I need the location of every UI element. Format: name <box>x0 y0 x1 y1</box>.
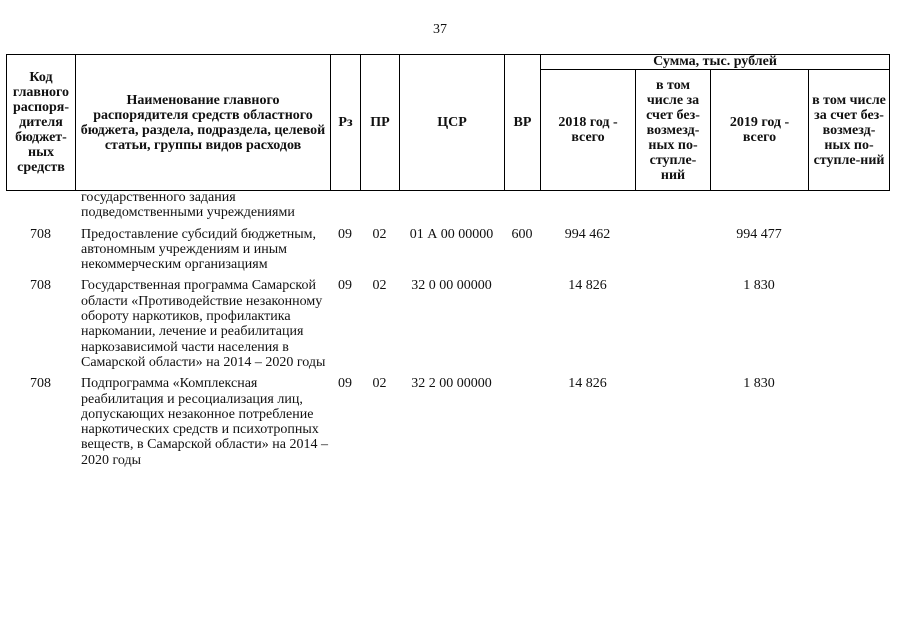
header-2019-total: 2019 год - всего <box>711 70 809 191</box>
cell-grants-2018 <box>635 272 710 370</box>
cell-vr <box>504 370 540 468</box>
cell-grants-2019 <box>808 221 889 273</box>
cell-grants-2019 <box>808 370 889 468</box>
header-vr: ВР <box>505 55 541 191</box>
cell-csr: 01 А 00 00000 <box>409 226 494 242</box>
cell-csr: 32 0 00 00000 <box>411 278 492 294</box>
table-row <box>6 370 889 468</box>
header-csr: ЦСР <box>400 55 505 191</box>
cell-pr: 02 <box>372 226 387 242</box>
cell-code: 708 <box>30 376 51 392</box>
cell-csr: 32 2 00 00000 <box>411 376 492 392</box>
cell-name: Предоставление субсидий бюджетным, автономным учреждениям и иным некоммерческим организациям <box>81 226 317 273</box>
header-name: Наименование главного распорядителя средств областного бюджета, раздела, подраздела, целевой статьи, группы видов расходов <box>76 55 331 191</box>
cell-grants-2018 <box>635 370 710 468</box>
cell-rz: 09 <box>338 278 352 294</box>
header-sum-group: Сумма, тыс. рублей <box>541 55 890 70</box>
cell-pr: 02 <box>372 376 387 392</box>
cell-grants-2018 <box>635 221 710 273</box>
cell-vr: 600 <box>511 226 533 242</box>
cell-sum-2018: 994 462 <box>564 226 611 242</box>
cell-code: 708 <box>30 226 51 242</box>
cell-sum-2018: 14 826 <box>568 278 607 294</box>
cell-sum-2019: 1 830 <box>743 278 775 294</box>
cell-grants-2019 <box>808 272 889 370</box>
cell-sum-2019: 1 830 <box>743 376 775 392</box>
header-code: Код главного распоря-дителя бюджет-ных средств <box>7 55 76 191</box>
table-row <box>6 221 889 273</box>
cell-sum-2018: 14 826 <box>568 376 607 392</box>
cell-name: Государственная программа Самарской области «Противодействие незаконному обороту наркотиков, профилактика наркомании, лечение и реабилитация наркозависимой части населения в Самарской области» на 2014 – 2020 годы <box>81 278 326 370</box>
cell-code: 708 <box>30 278 51 294</box>
page-number: 37 <box>433 22 447 37</box>
cell-vr <box>504 272 540 370</box>
cell-pr: 02 <box>372 278 387 294</box>
header-2019-grants: в том числе за счет без-возмезд-ных по-ступле-ний <box>809 70 890 191</box>
header-2018-total: 2018 год - всего <box>541 70 636 191</box>
header-pr: ПР <box>361 55 400 191</box>
cell-rz: 09 <box>338 226 352 242</box>
header-2018-grants: в том числе за счет без-возмезд-ных по-ступле-ний <box>636 70 711 191</box>
table-body <box>6 190 889 468</box>
continuation-name: государственного задания подведомственными учреждениями <box>81 190 295 221</box>
table-row-continuation <box>6 190 889 221</box>
cell-sum-2019: 994 477 <box>736 226 782 242</box>
table-header <box>6 54 890 191</box>
cell-rz: 09 <box>338 376 352 392</box>
header-rz: Рз <box>331 55 361 191</box>
cell-name: Подпрограмма «Комплексная реабилитация и ресоциализация лиц, допускающих незаконное потребление наркотических средств и психотропных веществ, в Самарской области» на 2014 – 2020 годы <box>81 376 328 468</box>
table-row <box>6 272 889 370</box>
